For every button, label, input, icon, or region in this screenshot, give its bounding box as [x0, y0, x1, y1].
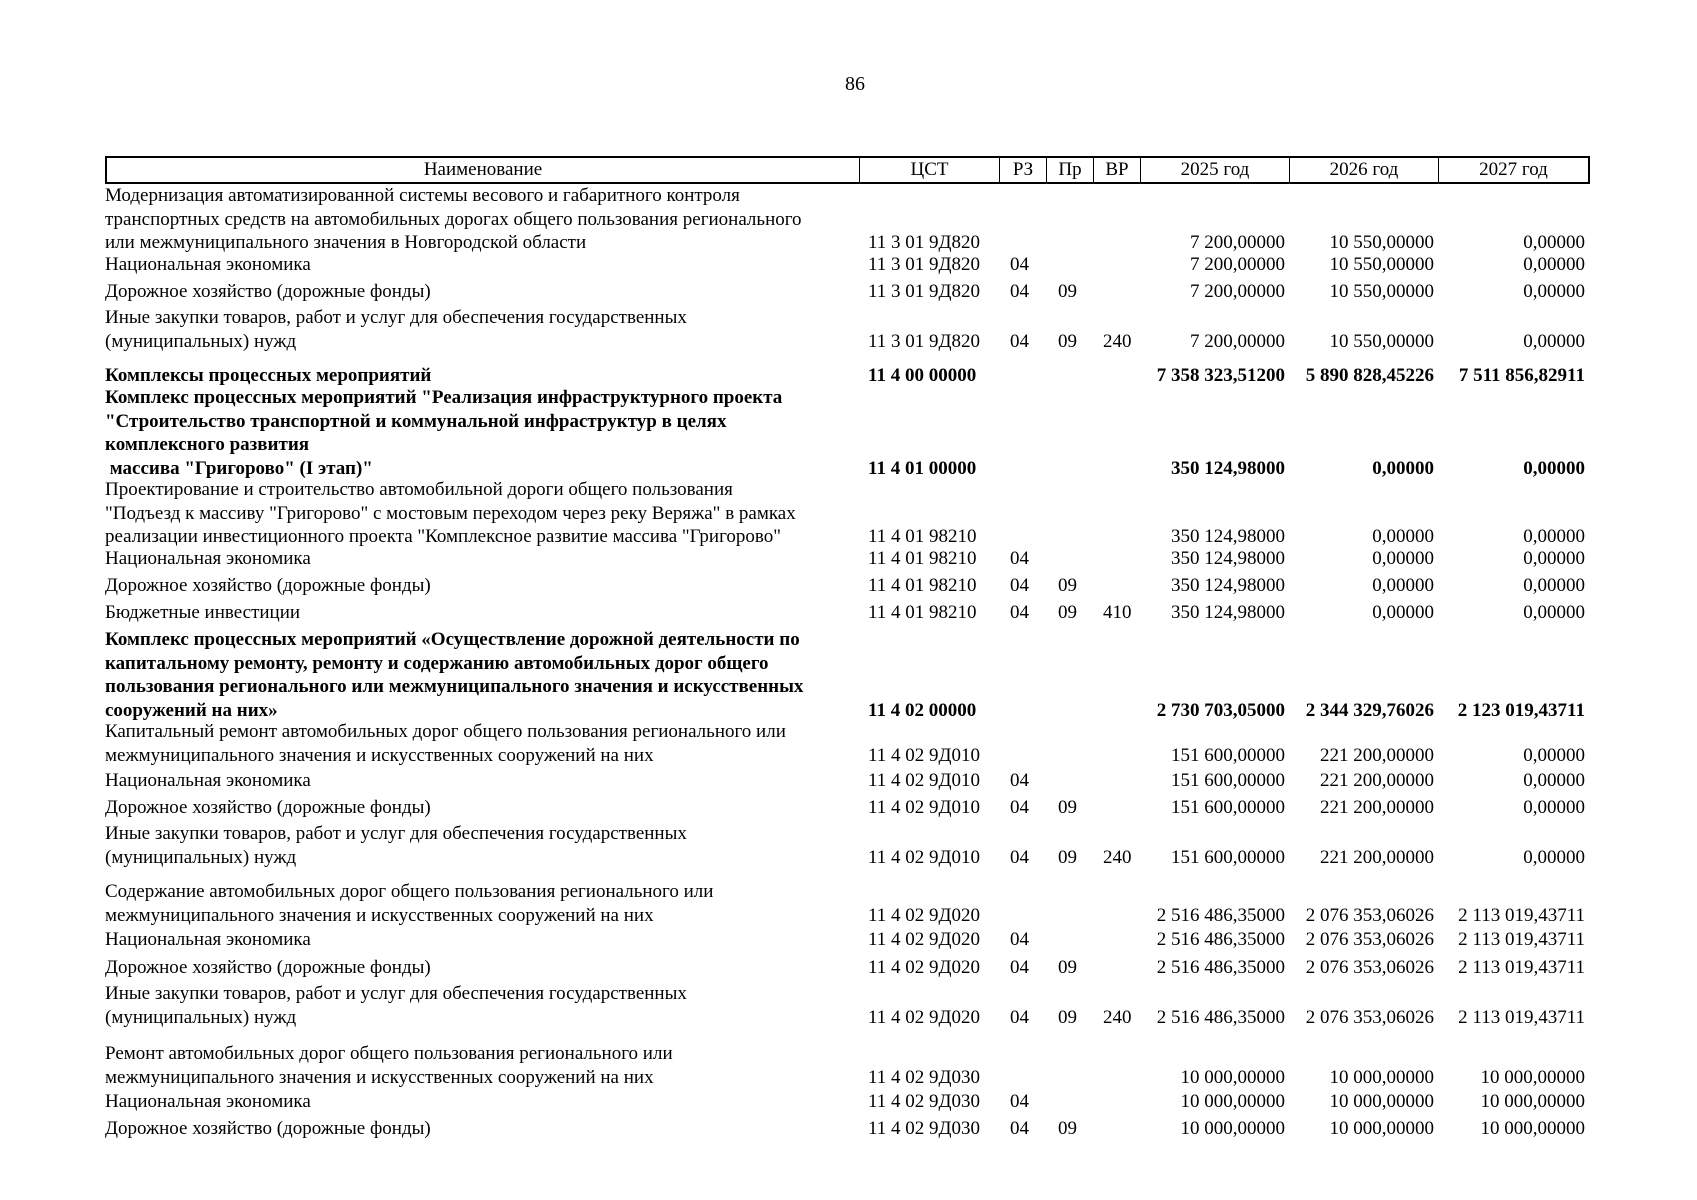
- cell-2026: 10 550,00000: [1329, 254, 1434, 275]
- cell-2026: 2 076 353,06026: [1305, 904, 1434, 926]
- table-row: [105, 720, 1585, 767]
- cell-name-line: Бюджетные инвестиции: [105, 602, 301, 623]
- cell-name-line: (муниципальных) нужд: [105, 846, 297, 868]
- cell-name-line: Капитальный ремонт автомобильных дорог общего пользования регионального или: [105, 721, 786, 742]
- cell-name: [105, 184, 865, 255]
- cell-name: [105, 720, 865, 767]
- table-row: [105, 547, 1585, 571]
- cell-name-line: Иные закупки товаров, работ и услуг для обеспечения государственных: [105, 823, 687, 844]
- cell-rz: 04: [1010, 957, 1029, 978]
- cell-name-line: транспортных средств на автомобильных дорогах общего пользования регионального: [105, 208, 802, 230]
- cell-name: [105, 253, 865, 277]
- cell-2027: 2 113 019,43711: [1458, 957, 1585, 978]
- header-2025: 2025 год: [1141, 158, 1290, 182]
- cell-name: [105, 1042, 865, 1089]
- header-2027: 2027 год: [1479, 159, 1548, 180]
- cell-name-line: Национальная экономика: [105, 770, 311, 791]
- table-row: [105, 386, 1585, 480]
- cell-rz: 04: [1010, 797, 1029, 818]
- cell-cst: 11 4 02 00000: [868, 699, 977, 721]
- cell-2026: 10 000,00000: [1329, 1091, 1434, 1112]
- cell-cst: 11 4 02 9Д010: [868, 770, 981, 791]
- cell-vr: 410: [1103, 602, 1132, 623]
- header-2026: 2026 год: [1290, 158, 1439, 182]
- cell-pr: 09: [1058, 575, 1077, 596]
- cell-name: [105, 280, 865, 304]
- cell-2025: 151 600,00000: [1171, 846, 1285, 868]
- cell-name: [105, 386, 865, 480]
- table-row: [105, 880, 1585, 927]
- cell-2025: 7 200,00000: [1190, 330, 1285, 352]
- cell-2026: 2 076 353,06026: [1305, 929, 1434, 950]
- cell-cst: 11 4 02 9Д010: [868, 797, 981, 818]
- cell-2026: 10 550,00000: [1329, 232, 1434, 253]
- cell-name-line: Дорожное хозяйство (дорожные фонды): [105, 957, 431, 978]
- cell-name-line: Дорожное хозяйство (дорожные фонды): [105, 1118, 431, 1139]
- cell-name-line: межмуниципального значения и искусственных сооружений на них: [105, 744, 654, 766]
- cell-2027: 2 113 019,43711: [1458, 904, 1585, 926]
- cell-rz: 04: [1010, 846, 1029, 868]
- cell-name: [105, 928, 865, 952]
- cell-name-line: Национальная экономика: [105, 548, 311, 569]
- cell-cst: 11 4 02 9Д020: [868, 957, 981, 978]
- cell-2025: 7 358 323,51200: [1156, 365, 1285, 386]
- cell-name-line: Национальная экономика: [105, 254, 311, 275]
- cell-pr: 09: [1058, 1006, 1077, 1028]
- cell-2025: 350 124,98000: [1171, 526, 1285, 547]
- cell-name: [105, 822, 865, 869]
- cell-cst: 11 4 02 9Д010: [868, 744, 981, 766]
- cell-cst: 11 4 00 00000: [868, 365, 977, 386]
- cell-pr: 09: [1058, 846, 1077, 868]
- cell-2027: 0,00000: [1523, 281, 1585, 302]
- cell-name: [105, 880, 865, 927]
- cell-name: [105, 547, 865, 571]
- cell-2025: 2 516 486,35000: [1156, 929, 1285, 950]
- header-cst: ЦСТ: [860, 158, 1000, 182]
- cell-2027: 0,00000: [1523, 526, 1585, 547]
- cell-cst: 11 4 02 9Д020: [868, 904, 981, 926]
- cell-name: [105, 796, 865, 820]
- cell-name: [105, 1090, 865, 1114]
- cell-2026: 0,00000: [1372, 526, 1434, 547]
- cell-2027: 0,00000: [1523, 770, 1585, 791]
- cell-cst: 11 3 01 9Д820: [868, 330, 981, 352]
- cell-2026: 10 550,00000: [1329, 281, 1434, 302]
- cell-name-line: "Подъезд к массиву "Григорово" с мостовым переходом через реку Веряжа" в рамках: [105, 502, 796, 524]
- cell-2027: 0,00000: [1523, 744, 1585, 766]
- cell-2026: 2 076 353,06026: [1305, 1006, 1434, 1028]
- cell-rz: 04: [1010, 548, 1029, 569]
- cell-2026: 0,00000: [1372, 602, 1434, 623]
- cell-pr: 09: [1058, 797, 1077, 818]
- table-row: [105, 1042, 1585, 1089]
- cell-name: [105, 1117, 865, 1141]
- cell-name-line: Национальная экономика: [105, 1091, 311, 1112]
- cell-vr: 240: [1103, 330, 1132, 352]
- cell-2026: 2 344 329,76026: [1305, 699, 1434, 721]
- cell-name-line: межмуниципального значения и искусственных сооружений на них: [105, 904, 654, 926]
- cell-name-line: Комплекс процессных мероприятий "Реализация инфраструктурного проекта: [105, 387, 783, 408]
- table-row: [105, 306, 1585, 353]
- cell-2027: 10 000,00000: [1480, 1066, 1585, 1088]
- cell-name-line: Дорожное хозяйство (дорожные фонды): [105, 281, 431, 302]
- cell-name-line: реализации инвестиционного проекта "Комплексное развитие массива "Григорово": [105, 526, 782, 547]
- cell-name: [105, 478, 865, 549]
- cell-2027: 0,00000: [1523, 232, 1585, 253]
- table-row: [105, 280, 1585, 304]
- cell-rz: 04: [1010, 575, 1029, 596]
- cell-2025: 10 000,00000: [1180, 1118, 1285, 1139]
- cell-cst: 11 3 01 9Д820: [868, 281, 981, 302]
- cell-pr: 09: [1058, 1118, 1077, 1139]
- cell-name-line: межмуниципального значения и искусственных сооружений на них: [105, 1066, 654, 1088]
- table-row: [105, 184, 1585, 255]
- cell-pr: 09: [1058, 330, 1077, 352]
- page-number: 86: [845, 73, 865, 95]
- cell-2027: 0,00000: [1523, 846, 1585, 868]
- cell-rz: 04: [1010, 1091, 1029, 1112]
- cell-pr: 09: [1058, 602, 1077, 623]
- cell-2027: 0,00000: [1523, 548, 1585, 569]
- cell-2025: 7 200,00000: [1190, 281, 1285, 302]
- table-row: [105, 1117, 1585, 1141]
- cell-name: [105, 574, 865, 598]
- table-row: [105, 601, 1585, 625]
- cell-2026: 221 200,00000: [1320, 770, 1434, 791]
- cell-name-line: (муниципальных) нужд: [105, 1006, 297, 1028]
- cell-name: [105, 982, 865, 1029]
- cell-name-line: Национальная экономика: [105, 929, 311, 950]
- cell-name: [105, 306, 865, 353]
- cell-name: [105, 769, 865, 793]
- cell-cst: 11 4 01 98210: [868, 526, 977, 547]
- cell-name-line: капитальному ремонту, ремонту и содержанию автомобильных дорог общего: [105, 652, 769, 674]
- cell-2025: 2 516 486,35000: [1156, 957, 1285, 978]
- table-row: [105, 478, 1585, 549]
- cell-rz: 04: [1010, 929, 1029, 950]
- cell-cst: 11 4 02 9Д020: [868, 1006, 981, 1028]
- cell-name: [105, 956, 865, 980]
- cell-2025: 7 200,00000: [1190, 232, 1285, 253]
- cell-2027: 0,00000: [1523, 457, 1585, 479]
- cell-cst: 11 4 01 98210: [868, 575, 977, 596]
- cell-name-line: Иные закупки товаров, работ и услуг для обеспечения государственных: [105, 307, 687, 328]
- cell-2025: 7 200,00000: [1190, 254, 1285, 275]
- cell-2026: 0,00000: [1372, 575, 1434, 596]
- cell-name: [105, 364, 865, 388]
- cell-2025: 350 124,98000: [1171, 575, 1285, 596]
- cell-2026: 221 200,00000: [1320, 797, 1434, 818]
- cell-cst: 11 4 01 98210: [868, 548, 977, 569]
- table-row: [105, 574, 1585, 598]
- cell-rz: 04: [1010, 602, 1029, 623]
- cell-2025: 350 124,98000: [1171, 548, 1285, 569]
- table-row: [105, 928, 1585, 952]
- cell-name-line: массива "Григорово" (I этап)": [105, 457, 373, 479]
- cell-2025: 10 000,00000: [1180, 1066, 1285, 1088]
- cell-2027: 2 123 019,43711: [1457, 699, 1585, 721]
- table-row: [105, 628, 1585, 722]
- cell-rz: 04: [1010, 770, 1029, 791]
- cell-2025: 2 730 703,05000: [1156, 699, 1285, 721]
- cell-name-line: Проектирование и строительство автомобильной дороги общего пользования: [105, 479, 733, 500]
- cell-name: [105, 601, 865, 625]
- header-pr: Пр: [1047, 158, 1094, 182]
- cell-2026: 0,00000: [1372, 457, 1434, 479]
- table-row: [105, 1090, 1585, 1114]
- cell-name-line: или межмуниципального значения в Новгородской области: [105, 232, 587, 253]
- cell-name: [105, 628, 865, 722]
- cell-rz: 04: [1010, 281, 1029, 302]
- cell-2025: 151 600,00000: [1171, 770, 1285, 791]
- cell-name-line: Иные закупки товаров, работ и услуг для обеспечения государственных: [105, 983, 687, 1004]
- cell-name-line: (муниципальных) нужд: [105, 330, 297, 352]
- cell-rz: 04: [1010, 1118, 1029, 1139]
- cell-name-line: "Строительство транспортной и коммунальной инфраструктур в целях: [105, 410, 727, 432]
- cell-2025: 350 124,98000: [1171, 602, 1285, 623]
- header-name: Наименование: [107, 158, 860, 182]
- cell-2026: 0,00000: [1372, 548, 1434, 569]
- cell-vr: 240: [1103, 846, 1132, 868]
- table-row: [105, 822, 1585, 869]
- cell-2027: 2 113 019,43711: [1458, 1006, 1585, 1028]
- cell-name-line: Дорожное хозяйство (дорожные фонды): [105, 575, 431, 596]
- cell-2026: 221 200,00000: [1320, 846, 1434, 868]
- cell-2025: 2 516 486,35000: [1156, 1006, 1285, 1028]
- cell-name-line: сооружений на них»: [105, 699, 278, 721]
- cell-2025: 10 000,00000: [1180, 1091, 1285, 1112]
- table-row: [105, 956, 1585, 980]
- cell-2025: 2 516 486,35000: [1156, 904, 1285, 926]
- cell-vr: 240: [1103, 1006, 1132, 1028]
- table-header: [105, 156, 1590, 184]
- cell-name-line: Дорожное хозяйство (дорожные фонды): [105, 797, 431, 818]
- table-row: [105, 253, 1585, 277]
- cell-cst: 11 4 02 9Д030: [868, 1091, 981, 1112]
- cell-rz: 04: [1010, 330, 1029, 352]
- cell-2025: 350 124,98000: [1171, 457, 1285, 479]
- cell-cst: 11 4 01 00000: [868, 457, 977, 479]
- cell-name-line: Ремонт автомобильных дорог общего пользования регионального или: [105, 1043, 673, 1064]
- cell-name-line: Содержание автомобильных дорог общего пользования регионального или: [105, 881, 714, 902]
- cell-2027: 0,00000: [1523, 330, 1585, 352]
- cell-name-line: Комплекс процессных мероприятий «Осуществление дорожной деятельности по: [105, 629, 800, 650]
- cell-2026: 10 000,00000: [1329, 1118, 1434, 1139]
- cell-rz: 04: [1010, 254, 1029, 275]
- cell-2027: 0,00000: [1523, 797, 1585, 818]
- table-row: [105, 982, 1585, 1029]
- header-rz: РЗ: [1000, 158, 1047, 182]
- cell-cst: 11 3 01 9Д820: [868, 254, 981, 275]
- cell-2026: 221 200,00000: [1320, 744, 1434, 766]
- cell-2026: 10 000,00000: [1329, 1066, 1434, 1088]
- cell-2027: 7 511 856,82911: [1458, 365, 1585, 386]
- cell-name-line: комплексного развития: [105, 434, 310, 455]
- cell-2027: 0,00000: [1523, 254, 1585, 275]
- cell-2027: 0,00000: [1523, 602, 1585, 623]
- cell-cst: 11 4 02 9Д030: [868, 1118, 981, 1139]
- cell-2025: 151 600,00000: [1171, 797, 1285, 818]
- cell-pr: 09: [1058, 957, 1077, 978]
- cell-cst: 11 4 02 9Д030: [868, 1066, 981, 1088]
- cell-name-line: пользования регионального или межмуниципального значения и искусственных: [105, 676, 804, 697]
- cell-cst: 11 3 01 9Д820: [868, 232, 981, 253]
- cell-cst: 11 4 02 9Д020: [868, 929, 981, 950]
- cell-pr: 09: [1058, 281, 1077, 302]
- cell-name-line: Модернизация автоматизированной системы весового и габаритного контроля: [105, 185, 740, 206]
- cell-2027: 0,00000: [1523, 575, 1585, 596]
- cell-cst: 11 4 02 9Д010: [868, 846, 981, 868]
- cell-rz: 04: [1010, 1006, 1029, 1028]
- cell-cst: 11 4 01 98210: [868, 602, 977, 623]
- header-vr: ВР: [1094, 158, 1141, 182]
- cell-2027: 2 113 019,43711: [1458, 929, 1585, 950]
- cell-2025: 151 600,00000: [1171, 744, 1285, 766]
- table-row: [105, 364, 1585, 388]
- table-row: [105, 769, 1585, 793]
- cell-2026: 2 076 353,06026: [1305, 957, 1434, 978]
- cell-2026: 10 550,00000: [1329, 330, 1434, 352]
- cell-2026: 5 890 828,45226: [1305, 365, 1434, 386]
- cell-name-line: Комплексы процессных мероприятий: [105, 365, 432, 386]
- cell-2027: 10 000,00000: [1480, 1091, 1585, 1112]
- table-row: [105, 796, 1585, 820]
- cell-2027: 10 000,00000: [1480, 1118, 1585, 1139]
